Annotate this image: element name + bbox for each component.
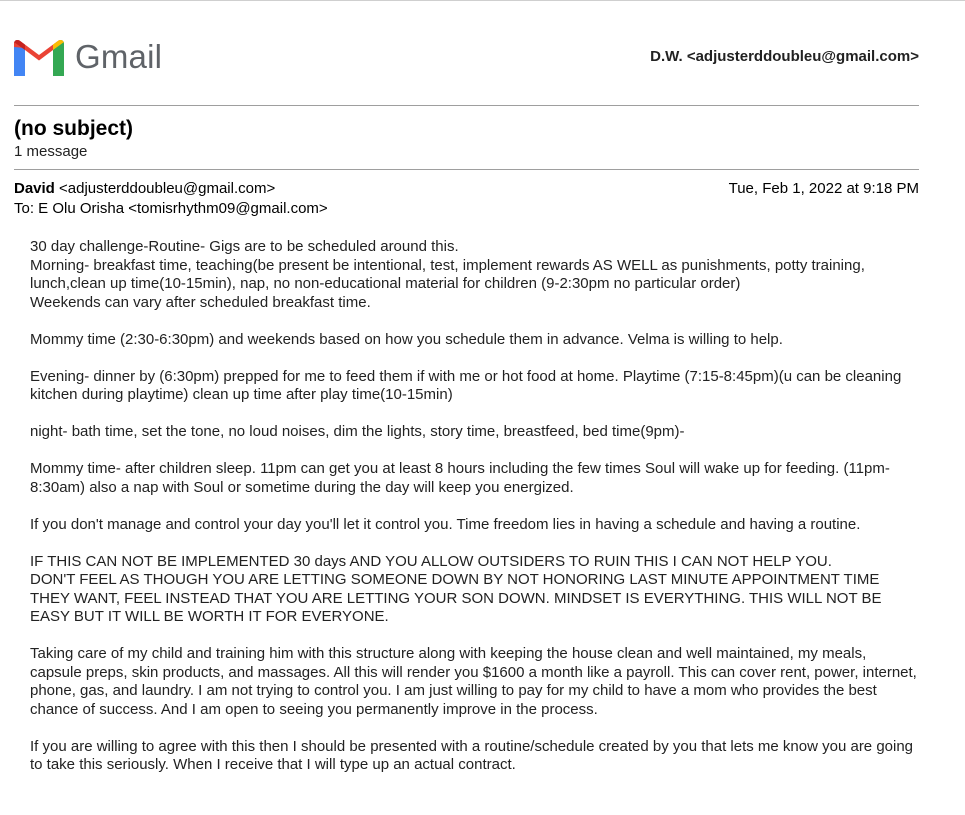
body-paragraph: Mommy time- after children sleep. 11pm can get you at least 8 hours including the few times Soul will wake up for feeding. (11pm-8:30am) also a nap with Soul or sometime during the day will keep you energized.: [30, 460, 890, 496]
body-paragraph: If you don't manage and control your day you'll let it control you. Time freedom lies in having a schedule and having a routine.: [30, 515, 861, 533]
divider-middle: [14, 169, 919, 170]
body-paragraph: 30 day challenge-Routine- Gigs are to be scheduled around this. Morning- breakfast time, teaching(be present be intentional, test, implement rewards AS WELL as punishments, potty training, lunch,clean up time(10-15min), nap, no non-educational material for children (9-2:30pm no particular order) Weekends can vary after scheduled breakfast time.: [30, 238, 865, 311]
body-paragraph: Evening- dinner by (6:30pm) prepped for me to feed them if with me or hot food at home. Playtime (7:15-8:45pm)(u can be cleaning kitchen during playtime) clean up time after play time(10-15min): [30, 367, 902, 403]
print-header: [14, 36, 919, 78]
gmail-wordmark: Gmail: [75, 38, 163, 75]
recipient-line: To: E Olu Orisha <tomisrhythm09@gmail.com>: [14, 200, 328, 217]
message-date: Tue, Feb 1, 2022 at 9:18 PM: [728, 180, 919, 197]
body-paragraph: night- bath time, set the tone, no loud noises, dim the lights, story time, breastfeed, bed time(9pm)-: [30, 423, 685, 440]
gmail-logo: [14, 36, 162, 78]
divider-top: [14, 105, 919, 106]
gmail-m-logo-icon: [14, 38, 64, 76]
body-paragraph: Taking care of my child and training him with this structure along with keeping the house clean and well maintained, my meals, capsule preps, skin products, and massages. All this will render you $1600 a month like a payroll. This can cover rent, power, internet, phone, gas, and laundry. I am not trying to control you. I am just willing to pay for my child to have a mom who provides the best chance of success. And I am open to seeing you permanently improve in the process.: [30, 645, 917, 718]
body-paragraph: If you are willing to agree with this then I should be presented with a routine/schedule created by you that lets me know you are going to take this seriously. When I receive that I will type up an actual contract.: [30, 737, 914, 773]
message-body: [30, 238, 920, 775]
sender-email: <adjusterddoubleu@gmail.com>: [59, 180, 276, 197]
message-header: [14, 179, 919, 219]
thread-subject: (no subject): [14, 117, 133, 140]
body-paragraph: IF THIS CAN NOT BE IMPLEMENTED 30 days AND YOU ALLOW OUTSIDERS TO RUIN THIS I CAN NOT HELP YOU. DON'T FEEL AS THOUGH YOU ARE LETTING SOMEONE DOWN BY NOT HONORING LAST MINUTE APPOINTMENT TIME THEY WANT, FEEL INSTEAD THAT YOU ARE LETTING YOUR SON DOWN. MINDSET IS EVERYTHING. THIS WILL NOT BE EASY BUT IT WILL BE WORTH IT FOR EVERYONE.: [30, 552, 882, 625]
sender-name: David: [14, 180, 55, 197]
account-identity: D.W. <adjusterddoubleu@gmail.com>: [650, 48, 919, 65]
message-count: 1 message: [14, 143, 88, 160]
body-paragraph: Mommy time (2:30-6:30pm) and weekends based on how you schedule them in advance. Velma is willing to help.: [30, 330, 783, 348]
top-border: [0, 0, 965, 1]
